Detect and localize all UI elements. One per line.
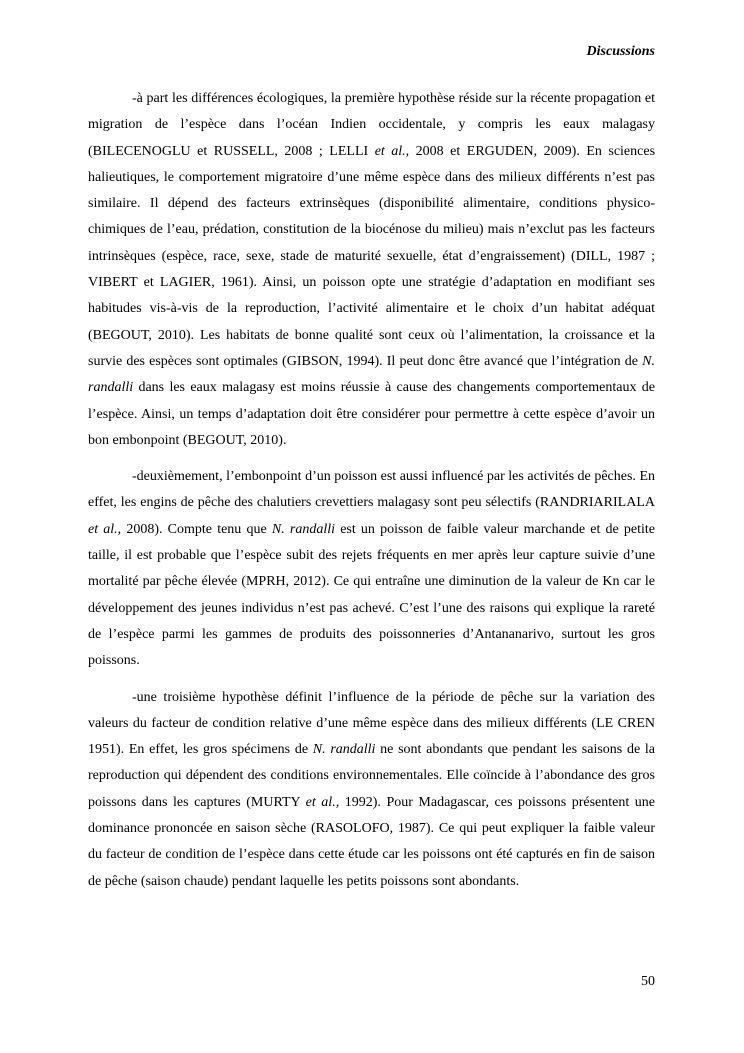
paragraph-1 — [88, 86, 655, 454]
text-segment: 1992). Pour Madagascar, ces poissons présentent une dominance prononcée en saison sèche (RASOLOFO, 1987). Ce qui peut expliquer la faible valeur du facteur de condition de l’espèce dans cette étude car les poissons ont été capturés en fin de saison de pêche (saison chaude) pendant laquelle les petits poissons sont abondants. — [88, 794, 656, 889]
citation-italic: et al., — [305, 794, 340, 810]
text-segment: dans les eaux malagasy est moins réussie à cause des changements comportementaux de l’espèce. Ainsi, un temps d’adaptation doit être considérer pour permettre à cette espèce d’avoir un bon embonpoint (BEGOUT, 2010). — [88, 380, 655, 448]
text-segment: -une troisième hypothèse définit l’influence de la période de pêche sur la variation des valeurs du facteur de condition relative d’une même espèce dans des milieux différents (LE CREN 1951). En effet, les gros spécimens de — [88, 689, 655, 758]
page-number: 50 — [641, 974, 655, 989]
text-segment: -à part les différences écologiques, la première hypothèse réside sur la récente propagation et migration de l’espèce dans l’océan Indien occidentale, y compris les eaux malagasy (BILECENOGLU et RUSSELL, 2008 ; LELLI — [88, 91, 655, 159]
species-name-italic: N. randalli — [312, 742, 376, 758]
text-segment: ne sont abondants que pendant les saisons de la reproduction qui dépendent des conditions environnementales. Elle coïncide à l’abondance des gros poissons dans les captures (MURTY — [88, 742, 655, 810]
text-segment: est un poisson de faible valeur marchande et de petite taille, il est probable que l’espèce subit des rejets fréquents en mer après leur capture suivie d’une mortalité par pêche élevée (MPRH, 2012). Ce qui entraîne une diminution de la valeur de Kn car le développement des jeunes individus n’est pas achevé. C’est l’une des raisons qui explique la rareté de l’espèce parmi les gammes de produits des poissonneries d’Antananarivo, surtout les gros poissons. — [88, 521, 655, 669]
citation-italic: et al., — [374, 143, 410, 159]
species-name-italic: N. randalli — [271, 521, 336, 537]
citation-italic: et al., — [88, 521, 122, 537]
text-segment: -deuxièmement, l’embonpoint d’un poisson est aussi influencé par les activités de pêches. En effet, les engins de pêche des chalutiers crevettiers malagasy sont peu sélectifs (RANDRIARILALA — [88, 469, 655, 511]
document-body — [88, 86, 655, 905]
paragraph-2 — [88, 464, 655, 674]
text-segment: 2008). Compte tenu que — [121, 521, 272, 537]
paragraph-3 — [88, 685, 655, 895]
text-segment: 2008 et ERGUDEN, 2009). En sciences halieutiques, le comportement migratoire d’une même espèce dans des milieux différents n’est pas similaire. Il dépend des facteurs extrinsèques (disponibilité alimentaire, conditions physico-chimiques de l’eau, prédation, constitution de la biocénose du milieu) mais n’exclut pas les facteurs intrinsèques (espèce, race, sexe, stade de maturité sexuelle, état d’engraissement) (DILL, 1987 ; VIBERT et LAGIER, 1961). Ainsi, un poisson opte une stratégie d’adaptation en modifiant ses habitudes vis-à-vis de la reproduction, l’activité alimentaire et le choix d’un habitat adéquat (BEGOUT, 2010). Les habitats de bonne qualité sont ceux où l’alimentation, la croissance et la survie des espèces sont optimales (GIBSON, 1994). Il peut donc être avancé que l’intégration de — [88, 143, 656, 369]
species-name-italic: N. randalli — [88, 353, 655, 396]
section-header: Discussions — [586, 44, 655, 59]
